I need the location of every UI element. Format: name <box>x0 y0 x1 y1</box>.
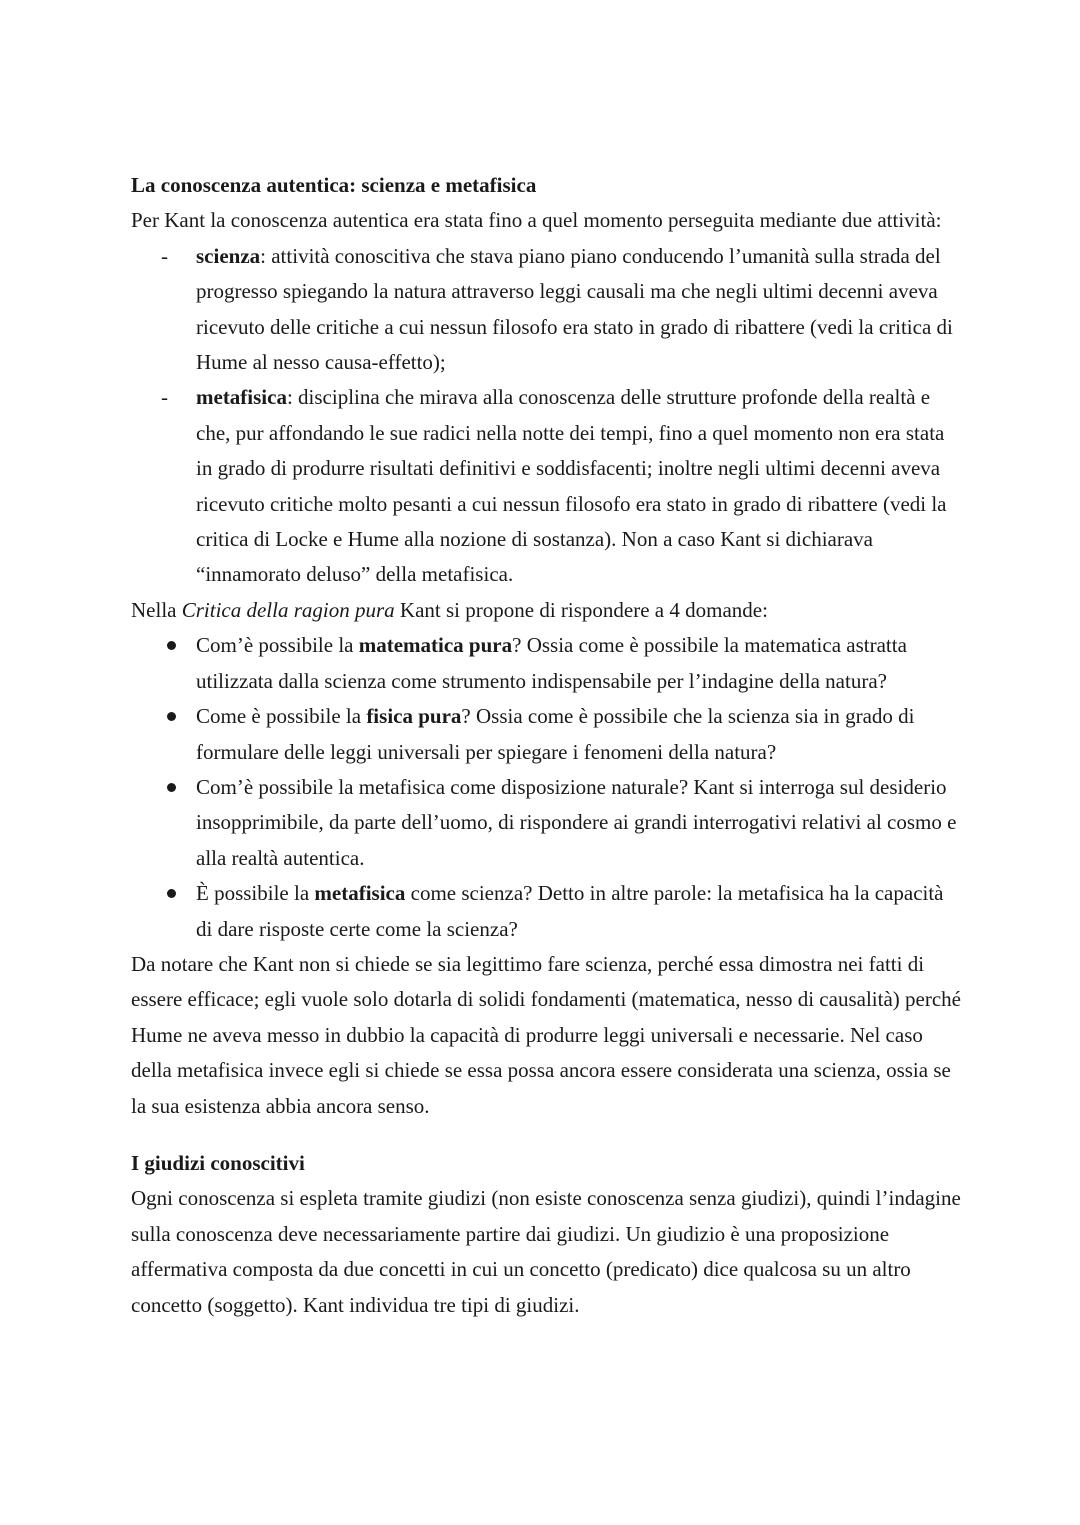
question-text: ? Ossia come è possibile che la scienza sia in grado di formulare delle leggi universali per spiegare i fenomeni della natura? <box>196 704 915 764</box>
questions-intro-part: Kant si propone di rispondere a 4 domande: <box>394 597 768 622</box>
dash-list <box>131 239 961 593</box>
section-heading-giudizi: I giudizi conoscitivi <box>131 1150 305 1175</box>
question-item-metafisica-naturale <box>131 770 961 876</box>
question-text: come scienza? Detto in altre parole: la metafisica ha la capacità di dare risposte certe come la scienza? <box>196 881 944 941</box>
question-item-matematica <box>131 628 961 699</box>
section-gap <box>131 1124 961 1146</box>
question-text: Com’è possibile la metafisica come disposizione naturale? Kant si interroga sul desiderio insopprimibile, da parte dell’uomo, di rispondere ai grandi interrogativi relativi al cosmo e alla realtà autentica. <box>196 774 957 870</box>
questions-list <box>131 628 961 947</box>
dash-marker: - <box>161 385 168 410</box>
dash-item-metafisica <box>131 380 961 592</box>
paragraph-intro: Per Kant la conoscenza autentica era stata fino a quel momento perseguita mediante due attività: <box>131 208 942 233</box>
paragraph-giudizi: Ogni conoscenza si espleta tramite giudizi (non esiste conoscenza senza giudizi), quindi l’indagine sulla conoscenza deve necessariamente partire dai giudizi. Un giudizio è una proposizione affermativa composta da due concetti in cui un concetto (predicato) dice qualcosa su un altro concetto (soggetto). Kant individua tre tipi di giudizi. <box>131 1186 961 1317</box>
bullet-marker <box>167 641 176 650</box>
question-text: È possibile la <box>196 881 315 906</box>
question-bold: matematica pura <box>358 633 513 658</box>
section-heading-conoscenza: La conoscenza autentica: scienza e metafisica <box>131 173 537 197</box>
question-text: Come è possibile la <box>196 704 367 729</box>
paragraph-questions-intro <box>131 593 961 628</box>
term-metafisica: metafisica <box>196 385 287 410</box>
dash-item-text: : disciplina che mirava alla conoscenza delle strutture profonde della realtà e che, pur affondando le sue radici nella notte dei tempi, fino a quel momento non era stata in grado di produrre risultati definitivi e soddisfacenti; inoltre negli ultimi decenni aveva ricevuto critiche molto pesanti a cui nessun filosofo era stato in grado di ribattere (vedi la critica di Locke e Hume alla nozione di sostanza). Non a caso Kant si dichiarava “innamorato deluso” della metafisica. <box>196 385 947 587</box>
question-text: Com’è possibile la <box>196 633 359 658</box>
dash-item-text: : attività conoscitiva che stava piano piano conducendo l’umanità sulla strada del progresso spiegando la natura attraverso leggi causali ma che negli ultimi decenni aveva ricevuto delle critiche a cui nessun filosofo era stato in grado di ribattere (vedi la critica di Hume al nesso causa-effetto); <box>196 243 953 375</box>
term-scienza: scienza <box>196 243 261 268</box>
question-item-fisica <box>131 699 961 770</box>
document-page <box>131 168 961 1323</box>
question-item-metafisica-scienza <box>131 876 961 947</box>
dash-marker: - <box>161 243 168 268</box>
bullet-marker <box>167 712 176 721</box>
bullet-marker <box>167 889 176 898</box>
question-bold: metafisica <box>314 881 406 906</box>
dash-item-scienza <box>131 239 961 381</box>
question-bold: fisica pura <box>366 704 462 729</box>
book-title: Critica della ragion pura <box>181 597 395 622</box>
questions-intro-part: Nella <box>131 597 182 622</box>
paragraph-closing: Da notare che Kant non si chiede se sia legittimo fare scienza, perché essa dimostra nei fatti di essere efficace; egli vuole solo dotarla di solidi fondamenti (matematica, nesso di causalità) perché Hume ne aveva messo in dubbio la capacità di produrre leggi universali e necessarie. Nel caso della metafisica invece egli si chiede se essa possa ancora essere considerata una scienza, ossia se la sua esistenza abbia ancora senso. <box>131 951 961 1118</box>
bullet-marker <box>167 783 176 792</box>
question-text: ? Ossia come è possibile la matematica astratta utilizzata dalla scienza come strumento indispensabile per l’indagine della natura? <box>196 633 907 693</box>
